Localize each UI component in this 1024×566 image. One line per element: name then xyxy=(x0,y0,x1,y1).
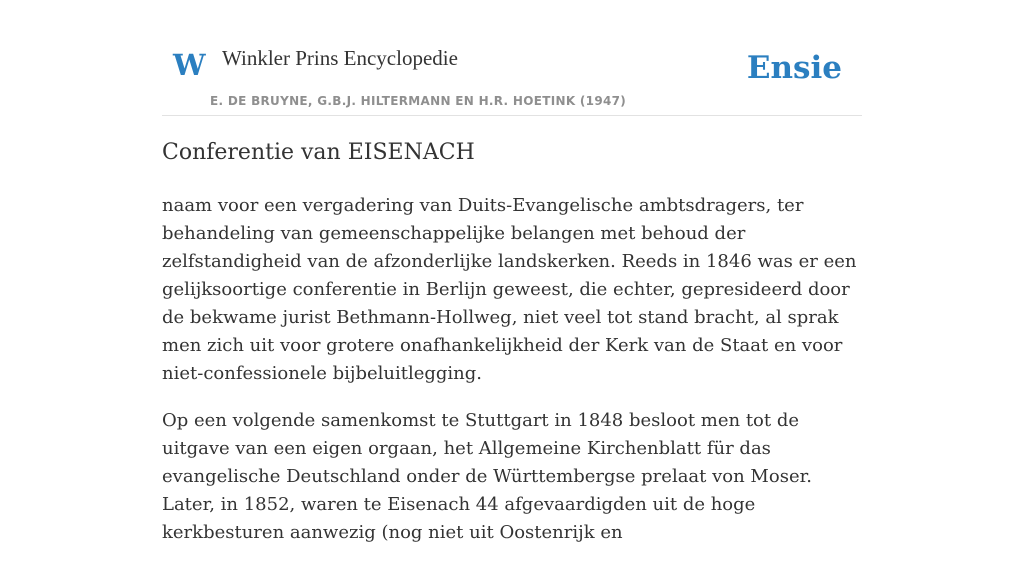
book-authors: E. DE BRUYNE, G.B.J. HILTERMANN EN H.R. HOETINK (1947) xyxy=(210,94,627,108)
article-title: Conferentie van EISENACH xyxy=(162,140,475,165)
site-header xyxy=(162,40,862,116)
winkler-prins-logo[interactable]: W xyxy=(173,48,206,82)
book-title[interactable]: Winkler Prins Encyclopedie xyxy=(222,46,458,70)
article-body xyxy=(162,192,867,566)
ensie-logo[interactable]: Ensie xyxy=(746,50,842,86)
article-paragraph: Op een volgende samenkomst te Stuttgart in 1848 besloot men tot de uitgave van een eigen orgaan, het Allgemeine Kirchenblatt für das evangelische Deutschland onder de Württembergse prelaat von Moser. Later, in 1852, waren te Eisenach 44 afgevaardigden uit de hoge kerkbesturen aanwezig (nog niet uit Oostenrijk en xyxy=(162,410,812,543)
article-paragraph: naam voor een vergadering van Duits-Evangelische ambtsdragers, ter behandeling van gemeenschappelijke belangen met behoud der zelfstandigheid van de afzonderlijke landskerken. Reeds in 1846 was er een gelijksoortige conferentie in Berlijn geweest, die echter, gepresideerd door de bekwame jurist Bethmann-Hollweg, niet veel tot stand bracht, al sprak men zich uit voor grotere onafhankelijkheid der Kerk van de Staat en voor niet-confessionele bijbeluitlegging. xyxy=(162,195,857,384)
